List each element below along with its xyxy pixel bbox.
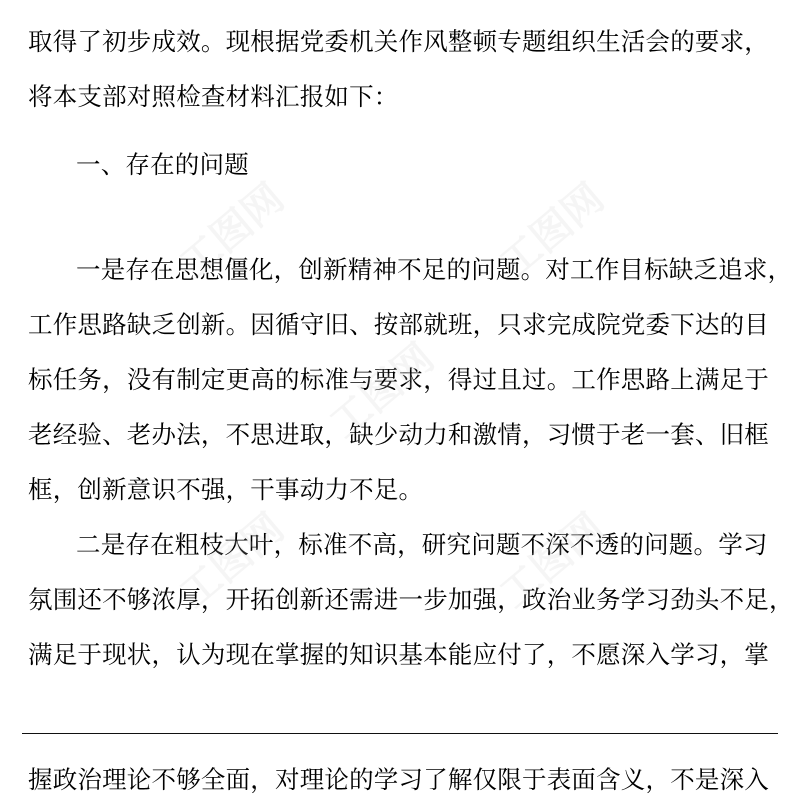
- text-line: 取得了初步成效。现根据党委机关作风整顿专题组织生活会的要求，: [28, 27, 769, 56]
- watermark: 工图网: [321, 334, 443, 448]
- watermark: 工图网: [491, 174, 613, 288]
- section-heading: 一、存在的问题: [76, 150, 249, 179]
- text-line: 老经验、老办法，不思进取，缺少动力和激情，习惯于老一套、旧框: [28, 420, 769, 449]
- text-line: 握政治理论不够全面，对理论的学习了解仅限于表面含义，不是深入: [28, 765, 769, 794]
- watermark: 工图网: [171, 174, 293, 288]
- text-line: 满足于现状，认为现在掌握的知识基本能应付了，不愿深入学习，掌: [28, 640, 769, 669]
- text-line: 框，创新意识不强，干事动力不足。: [28, 475, 424, 504]
- text-line: 工作思路缺乏创新。因循守旧、按部就班，只求完成院党委下达的目: [28, 310, 769, 339]
- watermark: 工图网: [171, 504, 293, 618]
- text-line: 标任务，没有制定更高的标准与要求，得过且过。工作思路上满足于: [28, 365, 769, 394]
- text-line: 氛围还不够浓厚，开拓创新还需进一步加强，政治业务学习劲头不足，: [28, 585, 794, 614]
- text-line: 二是存在粗枝大叶，标准不高，研究问题不深不透的问题。学习: [76, 530, 768, 559]
- text-line: 一是存在思想僵化，创新精神不足的问题。对工作目标缺乏追求，: [76, 255, 793, 284]
- text-line: 将本支部对照检查材料汇报如下：: [28, 82, 399, 111]
- watermark: 工图网: [491, 504, 613, 618]
- page-divider: [22, 733, 778, 734]
